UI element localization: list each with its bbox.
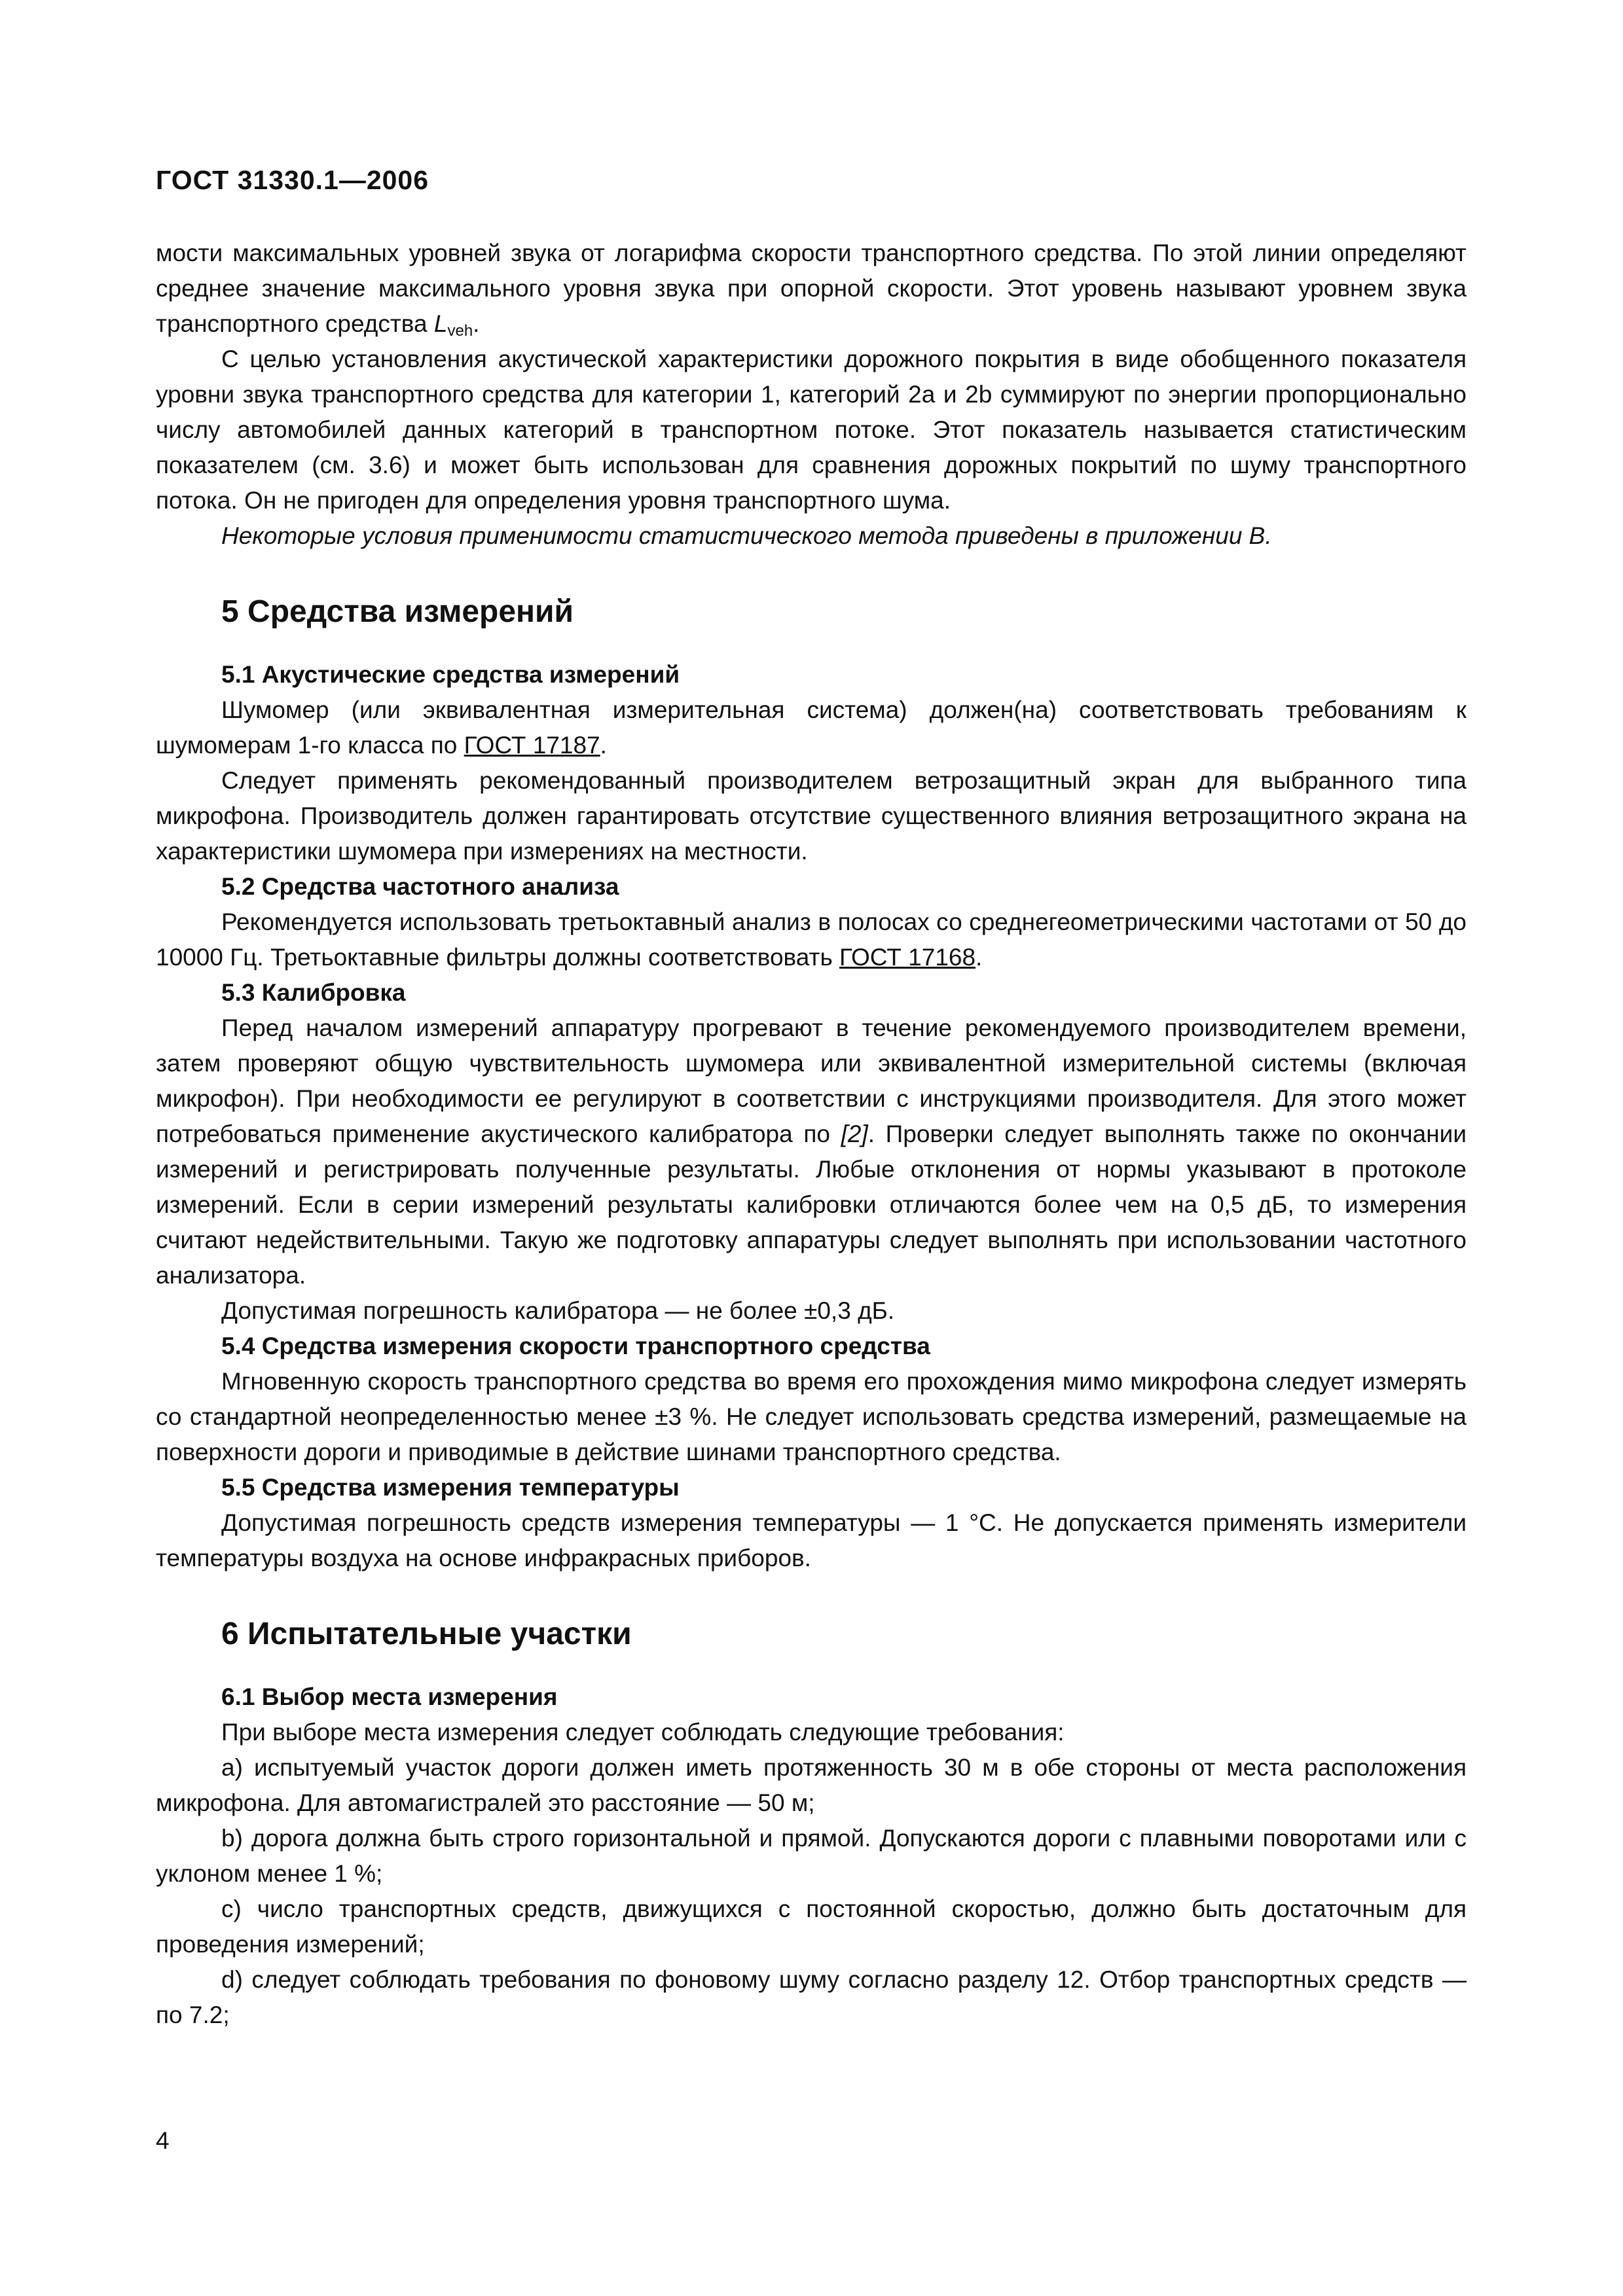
- subsection-5-5-paragraph-1: Допустимая погрешность средств измерения температуры — 1 °С. Не допускается применять измерители температуры воздуха на основе инфракрасных приборов.: [156, 1509, 1467, 1571]
- subsection-5-2-heading: 5.2 Средства частотного анализа: [221, 873, 619, 900]
- subsection-5-3-paragraph-2: Допустимая погрешность калибратора — не более ±0,3 дБ.: [221, 1297, 895, 1324]
- subsection-5-4-paragraph-1: Мгновенную скорость транспортного средства во время его прохождения мимо микрофона следует измерять со стандартной неопределенностью менее ±3 %. Не следует использовать средства измерений, размещаемые на поверхности дороги и приводимые в действие шинами транспортного средства.: [156, 1368, 1467, 1465]
- intro-paragraph-1: мости максимальных уровней звука от логарифма скорости транспортного средства. По этой линии определяют среднее значение максимального уровня звука при опорной скорости. Этот уровень называют уровнем звука транспортного средства $L_{veh}$.: [156, 240, 1467, 340]
- section-6-title: 6 Испытательные участки: [221, 1617, 632, 1651]
- subsection-5-1-heading: 5.1 Акустические средства измерений: [221, 661, 680, 688]
- subsection-5-5-heading: 5.5 Средства измерения температуры: [221, 1474, 680, 1501]
- list-item-a: a) испытуемый участок дороги должен иметь протяженность 30 м в обе стороны от места расположения микрофона. Для автомагистралей это расстояние — 50 м;: [156, 1754, 1467, 1816]
- lveh-symbol: L: [433, 310, 448, 337]
- subsection-5-4-heading: 5.4 Средства измерения скорости транспортного средства: [221, 1333, 930, 1359]
- subsection-6-1-heading: 6.1 Выбор места измерения: [221, 1683, 558, 1710]
- intro-paragraph-3: Некоторые условия применимости статистического метода приведены в приложении В.: [221, 522, 1272, 549]
- gost-17168-link[interactable]: ГОСТ 17168: [839, 944, 976, 971]
- list-item-d: d) следует соблюдать требования по фоновому шуму согласно разделу 12. Отбор транспортных средств — по 7.2;: [156, 1966, 1467, 2028]
- document-header: ГОСТ 31330.1—2006: [156, 165, 429, 195]
- lveh-subscript: veh: [447, 322, 473, 340]
- subsection-6-1-intro: При выборе места измерения следует соблюдать следующие требования:: [221, 1719, 1065, 1746]
- gost-17187-link[interactable]: ГОСТ 17187: [464, 732, 600, 759]
- reference-2: [2]: [841, 1121, 868, 1147]
- subsection-5-3-paragraph-1: Перед началом измерений аппаратуру прогревают в течение рекомендуемого производителем времени, затем проверяют общую чувствительность шумомера или эквивалентной измерительной системы (включая микрофон). При необходимости ее регулируют в соответствии с инструкциями производителя. Для этого может потребоваться применение акустического калибратора по [2]. Проверки следует выполнять также по окончании измерений и регистрировать полученные результаты. Любые отклонения от нормы указывают в протоколе измерений. Если в серии измерений результаты калибровки отличаются более чем на 0,5 дБ, то измерения считают недействительными. Такую же подготовку аппаратуры следует выполнять при использовании частотного анализатора.: [156, 1014, 1467, 1289]
- page-number: 4: [156, 2127, 170, 2154]
- list-item-b: b) дорога должна быть строго горизонтальной и прямой. Допускаются дороги с плавными поворотами или с уклоном менее 1 %;: [156, 1825, 1467, 1887]
- intro-paragraph-2: С целью установления акустической характеристики дорожного покрытия в виде обобщенного показателя уровни звука транспортного средства для категории 1, категорий 2а и 2b суммируют по энергии пропорционально числу автомобилей данных категорий в транспортном потоке. Этот показатель называется статистическим показателем (см. 3.6) и может быть использован для сравнения дорожных покрытий по шуму транспортного потока. Он не пригоден для определения уровня транспортного шума.: [156, 346, 1467, 514]
- subsection-5-2-paragraph-1: Рекомендуется использовать третьоктавный анализ в полосах со среднегеометрическими частотами от 50 до 10000 Гц. Третьоктавные фильтры должны соответствовать ГОСТ 17168.: [156, 908, 1467, 971]
- section-5-title: 5 Средства измерений: [221, 594, 574, 629]
- subsection-5-1-paragraph-2: Следует применять рекомендованный производителем ветрозащитный экран для выбранного типа микрофона. Производитель должен гарантировать отсутствие существенного влияния ветрозащитного экрана на характеристики шумомера при измерениях на местности.: [156, 767, 1467, 865]
- subsection-5-3-heading: 5.3 Калибровка: [221, 979, 406, 1006]
- subsection-5-1-paragraph-1: Шумомер (или эквивалентная измерительная система) должен(на) соответствовать требованиям к шумомерам 1-го класса по ГОСТ 17187.: [156, 696, 1467, 759]
- page-content: [156, 236, 1467, 2033]
- list-item-c: c) число транспортных средств, движущихся с постоянной скоростью, должно быть достаточным для проведения измерений;: [156, 1895, 1467, 1958]
